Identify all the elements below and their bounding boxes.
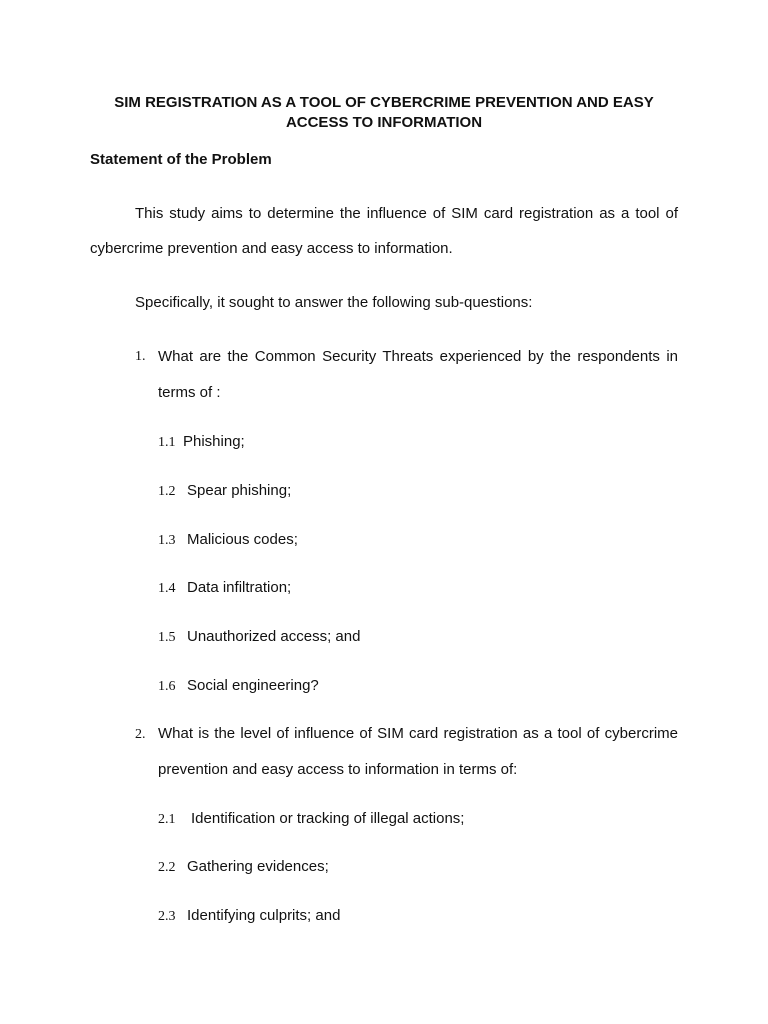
list-item-label: Unauthorized access; and (187, 628, 361, 645)
list-item (158, 579, 291, 598)
intro-paragraph (90, 196, 678, 266)
list-item-label: Gathering evidences; (187, 858, 329, 875)
list-item-label: Phishing; (183, 433, 245, 450)
list-item-label: Identifying culprits; and (187, 907, 341, 924)
list-item-number: 1.1 (158, 435, 176, 450)
list-item-number: 1.3 (158, 533, 176, 548)
list-item-label: Data infiltration; (187, 579, 292, 596)
list-item-number: 1.4 (158, 581, 176, 596)
list-item-number: 2.2 (158, 860, 176, 875)
list-item-number: 1.6 (158, 679, 176, 694)
question-text: What is the level of influence of SIM card registration as a tool of cybercrime prevention and easy access to information in terms of: (158, 725, 678, 778)
list-item-number: 2.3 (158, 909, 176, 924)
list-item (158, 810, 464, 829)
list-item (158, 858, 329, 877)
question-text: What are the Common Security Threats experienced by the respondents in terms of : (158, 348, 678, 401)
list-item-number: 2.1 (158, 812, 176, 827)
list-item-label: Malicious codes; (187, 531, 298, 548)
title-line-2: ACCESS TO INFORMATION (285, 114, 483, 131)
list-item (158, 907, 340, 926)
list-item (158, 677, 319, 696)
list-item (158, 482, 291, 501)
list-item-label: Social engineering? (187, 677, 319, 694)
intro-paragraph-text: This study aims to determine the influence of SIM card registration as a tool of cybercrime prevention and easy access to information. (90, 205, 678, 257)
list-item-number: 1.2 (158, 484, 176, 499)
list-item (158, 531, 298, 550)
list-item (158, 628, 360, 647)
question-number: 2. (135, 727, 146, 742)
list-item-label: Spear phishing; (187, 482, 292, 499)
specifically-paragraph: Specifically, it sought to answer the following sub-questions: (135, 294, 533, 311)
question-number: 1. (135, 349, 146, 364)
document-title (90, 93, 678, 133)
list-item-label: Identification or tracking of illegal actions; (191, 810, 465, 827)
section-heading: Statement of the Problem (90, 151, 272, 168)
title-line-1: SIM REGISTRATION AS A TOOL OF CYBERCRIME PREVENTION AND EASY (114, 94, 654, 111)
list-item-number: 1.5 (158, 630, 176, 645)
list-item (158, 433, 245, 452)
